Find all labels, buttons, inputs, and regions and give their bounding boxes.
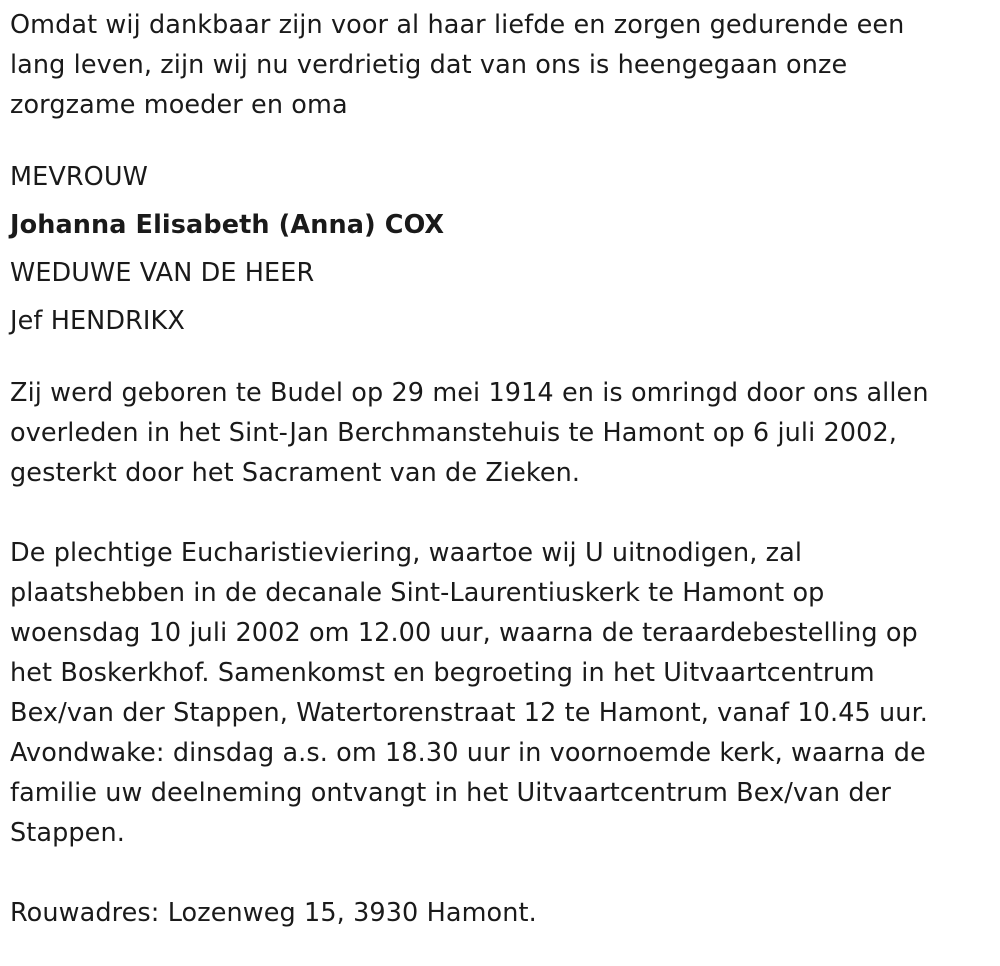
ceremony-line: Bex/van der Stappen, Watertorenstraat 12 te Hamont, vanaf 10.45 uur. — [10, 698, 929, 728]
mourning-address: Rouwadres: Lozenweg 15, 3930 Hamont. — [10, 898, 537, 928]
deceased-name: Johanna Elisabeth (Anna) COX — [10, 210, 445, 240]
address-paragraph — [10, 893, 985, 933]
spouse-name: Jef HENDRIKX — [10, 306, 185, 336]
deceased-title: MEVROUW — [10, 162, 148, 192]
paragraph-spacer — [10, 853, 985, 893]
obituary-notice — [10, 5, 985, 933]
ceremony-line: familie uw deelneming ontvangt in het Uitvaartcentrum Bex/van der — [10, 778, 892, 808]
paragraph-spacer — [10, 125, 985, 153]
birth-death-line: overleden in het Sint-Jan Berchmanstehuis te Hamont op 6 juli 2002, — [10, 418, 897, 448]
birth-death-line: Zij werd geboren te Budel op 29 mei 1914 en is omringd door ons allen — [10, 378, 929, 408]
birth-death-paragraph — [10, 373, 985, 493]
widow-of-label: WEDUWE VAN DE HEER — [10, 258, 315, 288]
ceremony-line: plaatshebben in de decanale Sint-Laurentiuskerk te Hamont op — [10, 578, 825, 608]
ceremony-line: Stappen. — [10, 818, 125, 848]
intro-line: lang leven, zijn wij nu verdrietig dat van ons is heengegaan onze — [10, 50, 848, 80]
ceremony-paragraph — [10, 533, 985, 853]
paragraph-spacer — [10, 493, 985, 533]
deceased-block — [10, 153, 985, 345]
intro-line: Omdat wij dankbaar zijn voor al haar liefde en zorgen gedurende een — [10, 10, 905, 40]
ceremony-line: De plechtige Eucharistieviering, waartoe wij U uitnodigen, zal — [10, 538, 803, 568]
ceremony-line: woensdag 10 juli 2002 om 12.00 uur, waarna de teraardebestelling op — [10, 618, 918, 648]
ceremony-line: Avondwake: dinsdag a.s. om 18.30 uur in voornoemde kerk, waarna de — [10, 738, 926, 768]
ceremony-line: het Boskerkhof. Samenkomst en begroeting in het Uitvaartcentrum — [10, 658, 875, 688]
birth-death-line: gesterkt door het Sacrament van de Zieken. — [10, 458, 581, 488]
intro-paragraph — [10, 5, 985, 125]
intro-line: zorgzame moeder en oma — [10, 90, 348, 120]
paragraph-spacer — [10, 345, 985, 373]
